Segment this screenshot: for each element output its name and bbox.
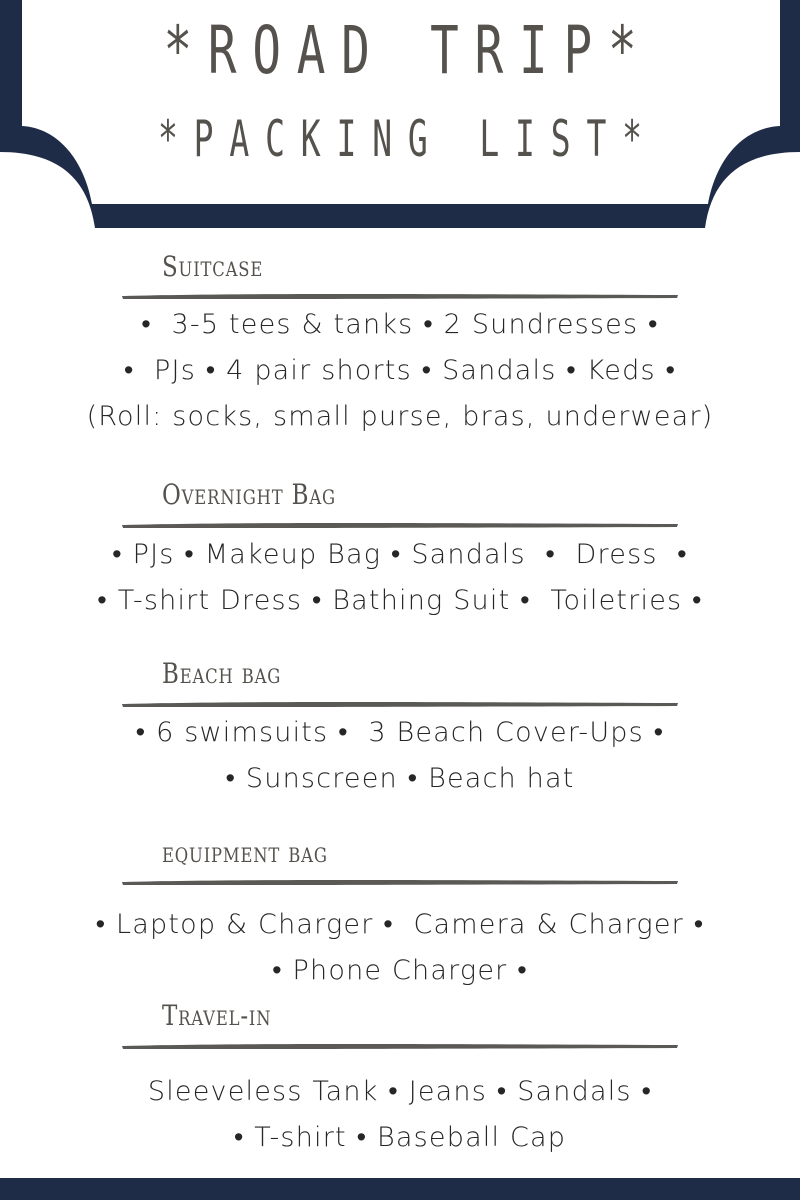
item-line: • 6 swimsuits • 3 Beach Cover-Ups •	[135, 717, 665, 748]
item-line: (Roll: socks, small purse, bras, underwear)	[86, 401, 714, 432]
section-title-travel-in: Travel-in	[162, 999, 272, 1032]
section-title-beach-bag: Beach bag	[162, 657, 282, 690]
item-line: Sleeveless Tank • Jeans • Sandals •	[147, 1076, 653, 1107]
section-title-suitcase: Suitcase	[162, 250, 264, 283]
brush-divider	[120, 877, 680, 887]
item-line: • T-shirt Dress • Bathing Suit • Toiletries •	[97, 585, 703, 616]
item-line: • PJs • 4 pair shorts • Sandals • Keds •	[123, 355, 677, 386]
item-line: • Sunscreen • Beach hat	[225, 763, 575, 794]
section-title-overnight-bag: Overnight Bag	[162, 478, 336, 511]
item-line: • Phone Charger •	[272, 955, 528, 986]
item-line: • 3-5 tees & tanks • 2 Sundresses •	[141, 309, 659, 340]
item-line: • T-shirt • Baseball Cap	[233, 1122, 567, 1153]
brush-divider	[120, 520, 680, 530]
title-packing-list: *PACKING LIST*	[157, 110, 658, 168]
section-title-equipment-bag: equipment bag	[162, 836, 328, 869]
brush-divider	[120, 699, 680, 709]
item-line: • PJs • Makeup Bag • Sandals • Dress •	[112, 539, 688, 570]
title-road-trip: *ROAD TRIP*	[163, 12, 653, 89]
item-line: • Laptop & Charger • Camera & Charger •	[95, 909, 705, 940]
bottom-border-bar	[0, 1178, 800, 1200]
brush-divider	[120, 1041, 680, 1051]
brush-divider	[120, 291, 680, 301]
